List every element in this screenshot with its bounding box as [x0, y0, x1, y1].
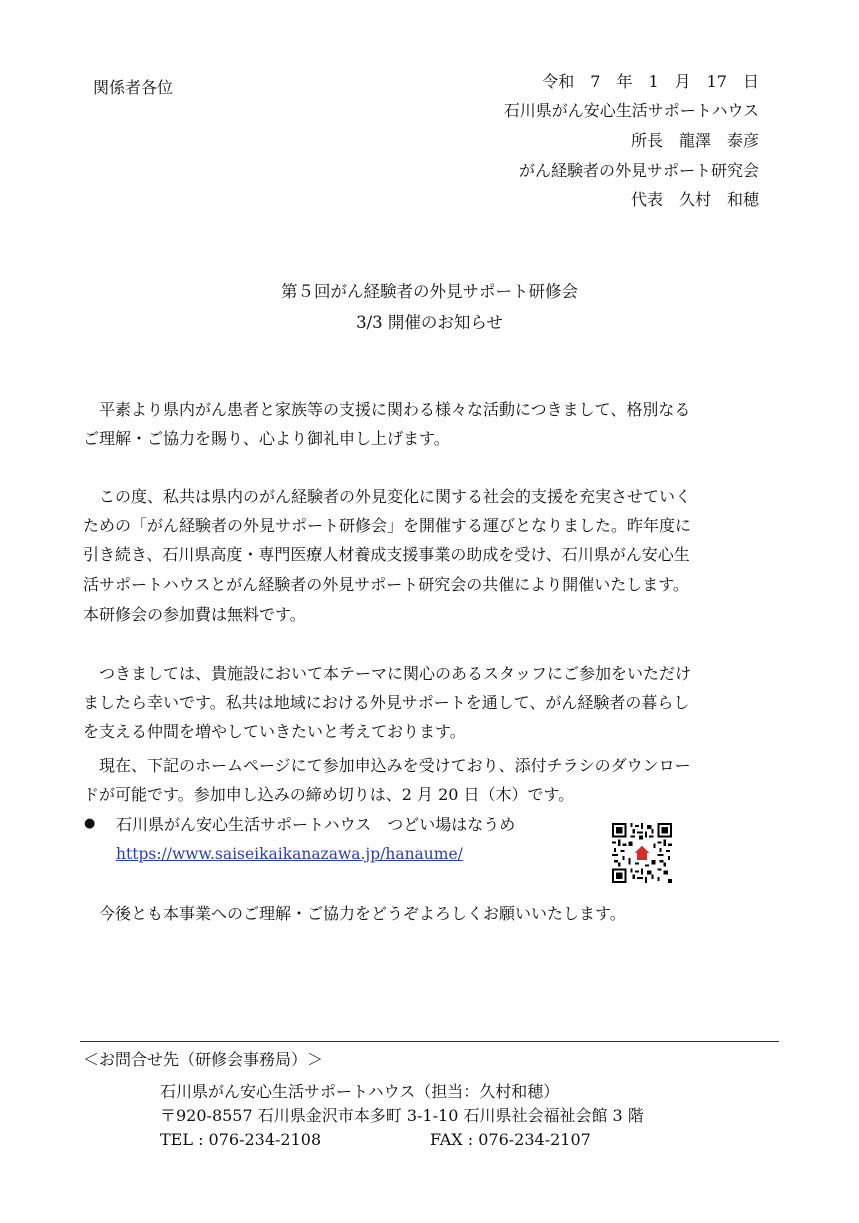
- contact-tel: TEL : 076-234-2108: [160, 1130, 322, 1149]
- document-title: 第５回がん経験者の外見サポート研修会: [281, 282, 578, 301]
- contact-fax: FAX : 076-234-2107: [430, 1130, 591, 1149]
- contact-org: 石川県がん安心生活サポートハウス（担当：久村和穂）: [160, 1082, 560, 1101]
- paragraph-1-line: ご理解・ご協力を賜り、心より御礼申し上げます。: [83, 429, 450, 448]
- closing-line: 今後とも本事業へのご理解・ご協力をどうぞよろしくお願いいたします。: [83, 904, 626, 923]
- sender-name-1: 所長 龍澤 泰彦: [630, 131, 759, 150]
- bullet-icon: ●: [84, 816, 96, 831]
- paragraph-2-line: 本研修会の参加費は無料です。: [83, 605, 306, 624]
- paragraph-3-line: を支える仲間を増やしていきたいと考えております。: [83, 722, 466, 741]
- paragraph-2-line: 引き続き、石川県高度・専門医療人材養成支援事業の助成を受け、石川県がん安心生: [83, 545, 690, 564]
- sender-org-2: がん経験者の外見サポート研究会: [518, 161, 759, 180]
- paragraph-2-line: ための「がん経験者の外見サポート研修会」を開催する運びとなりました。昨年度に: [83, 516, 692, 535]
- bullet-item: 石川県がん安心生活サポートハウス つどい場はなうめ: [116, 815, 516, 834]
- paragraph-3-line: つきましては、貴施設において本テーマに関心のあるスタッフにご参加をいただけ: [83, 664, 692, 683]
- qr-code-icon[interactable]: [612, 823, 672, 883]
- document-subtitle: 3/3 開催のお知らせ: [356, 313, 503, 332]
- sender-name-2: 代表 久村 和穂: [630, 190, 759, 209]
- paragraph-3-line: ましたら幸いです。私共は地域における外見サポートを通して、がん経験者の暮らし: [83, 693, 690, 712]
- paragraph-3-line: ドが可能です。参加申し込みの締め切りは、2 月 20 日（木）です。: [83, 785, 575, 804]
- paragraph-2-line: 活サポートハウスとがん経験者の外見サポート研究会の共催により開催いたします。: [83, 575, 689, 594]
- website-link[interactable]: https://www.saiseikaikanazawa.jp/hanaume/: [116, 845, 463, 863]
- paragraph-2-line: この度、私共は県内のがん経験者の外見変化に関する社会的支援を充実させていく: [83, 487, 692, 506]
- addressee: 関係者各位: [93, 78, 174, 97]
- paragraph-1-line: 平素より県内がん患者と家族等の支援に関わる様々な活動につきまして、格別なる: [83, 400, 691, 419]
- sender-org-1: 石川県がん安心生活サポートハウス: [503, 101, 759, 120]
- contact-address: 〒920-8557 石川県金沢市本多町 3-1-10 石川県社会福祉会館 3 階: [160, 1106, 644, 1125]
- contact-heading: ＜お問合せ先（研修会事務局）＞: [83, 1050, 324, 1069]
- paragraph-3-line: 現在、下記のホームページにて参加申込みを受けており、添付チラシのダウンロー: [83, 756, 691, 775]
- date: 令和 7 年 1 月 17 日: [542, 72, 759, 91]
- divider: [80, 1041, 779, 1042]
